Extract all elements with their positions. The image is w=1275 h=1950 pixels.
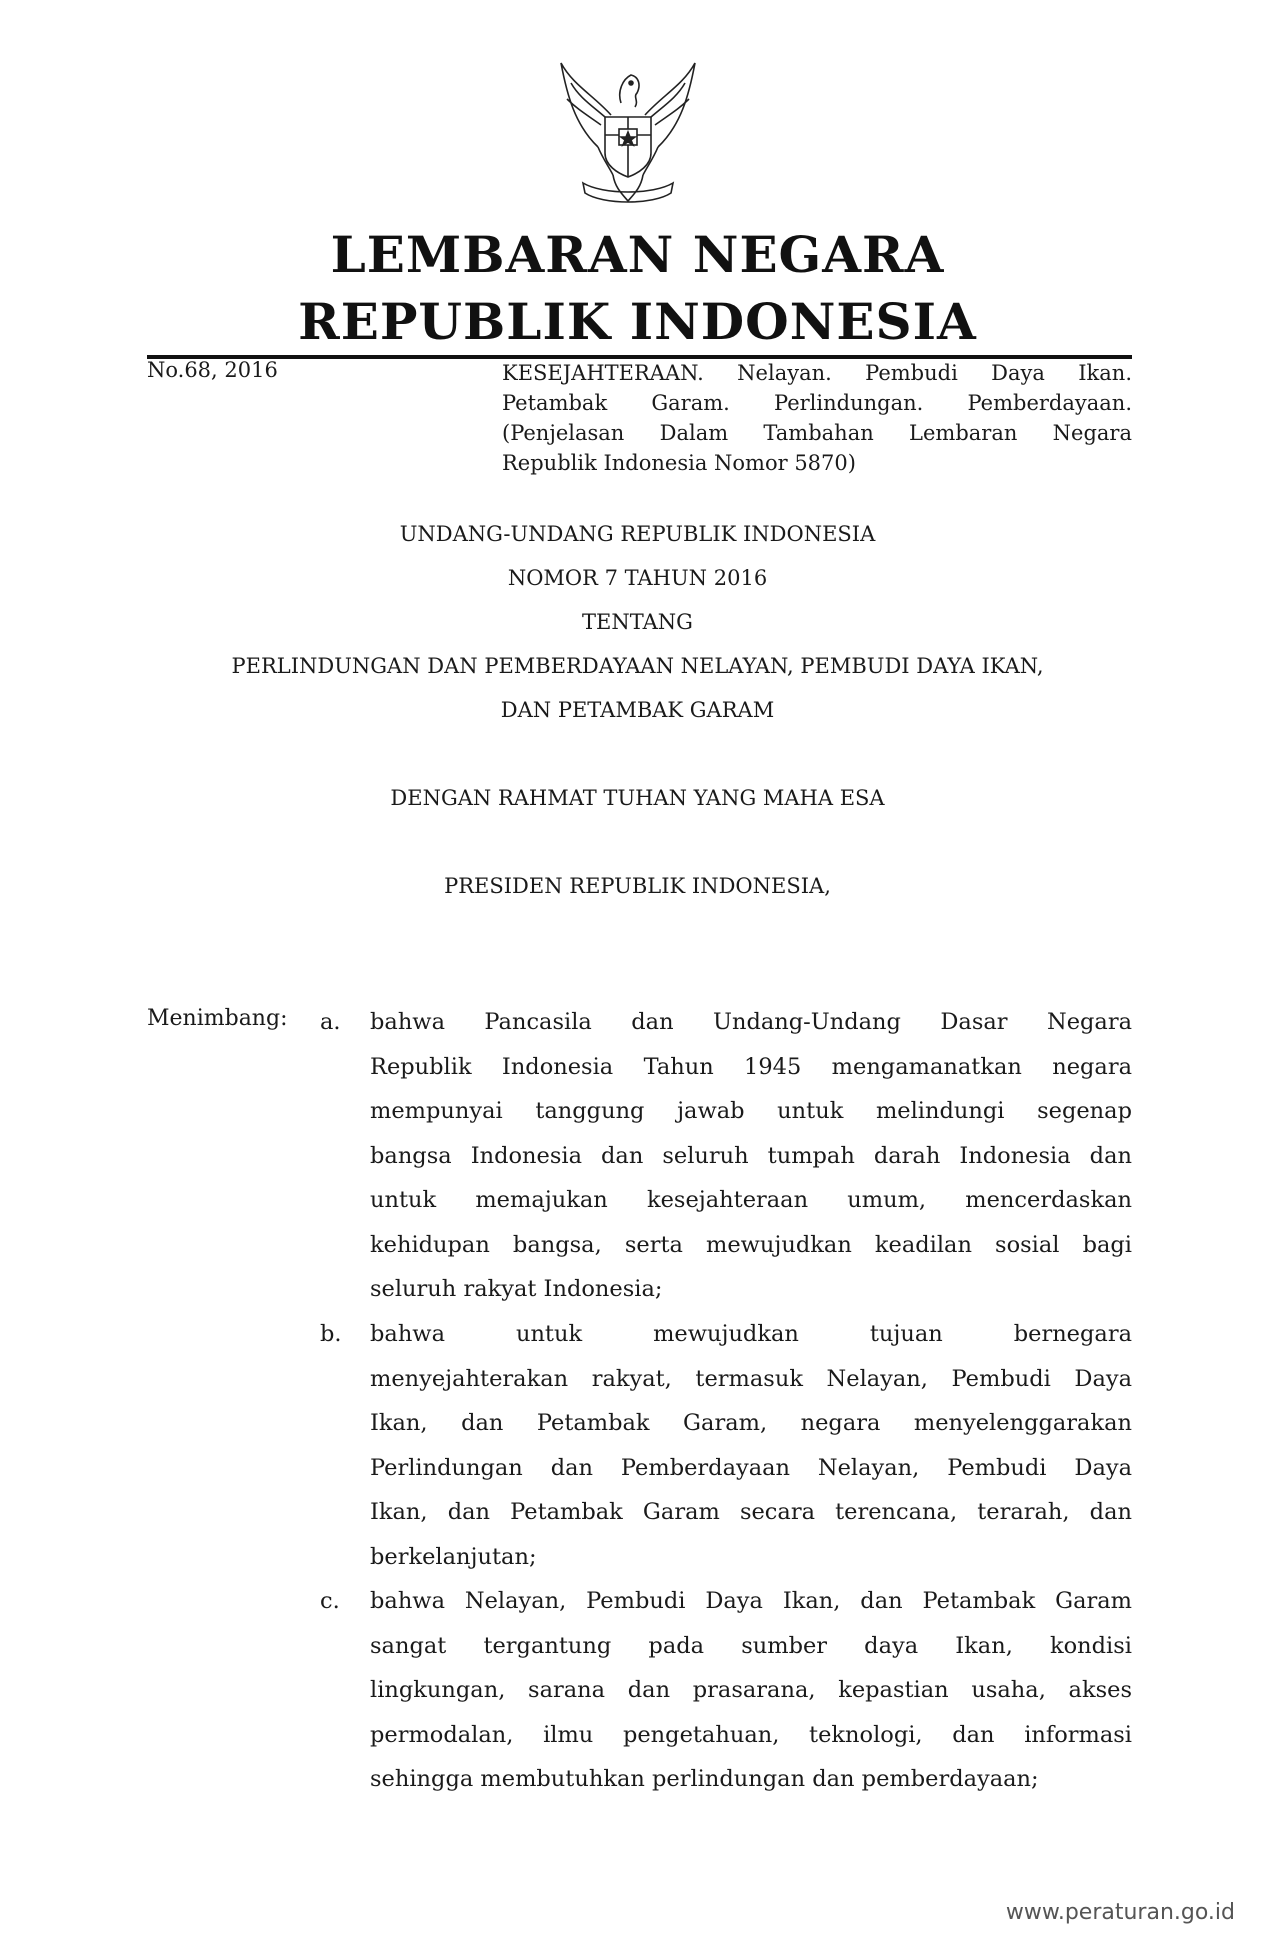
text-line: untuk memajukan kesejahteraan umum, mencerdaskan xyxy=(370,1187,1132,1213)
considering-label: Menimbang: xyxy=(147,1006,288,1031)
text-line: lingkungan, sarana dan prasarana, kepastian usaha, akses xyxy=(370,1677,1132,1703)
text-line: Republik Indonesia Tahun 1945 mengamanatkan negara xyxy=(370,1053,1132,1080)
text-line: mempunyai tanggung jawab untuk melindungi segenap xyxy=(370,1098,1132,1124)
law-title-line-1: PERLINDUNGAN DAN PEMBERDAYAAN NELAYAN, PEMBUDI DAYA IKAN, xyxy=(231,654,1044,678)
text-line: Ikan, dan Petambak Garam, negara menyelenggarakan xyxy=(370,1410,1132,1436)
garuda-pancasila-emblem-icon xyxy=(553,55,703,215)
law-type: UNDANG-UNDANG REPUBLIK INDONESIA xyxy=(399,522,876,546)
blessing: DENGAN RAHMAT TUHAN YANG MAHA ESA xyxy=(390,786,885,810)
law-number: NOMOR 7 TAHUN 2016 xyxy=(507,566,768,590)
subject-line: Petambak Garam. Perlindungan. Pemberdayaan. xyxy=(502,391,1132,415)
text-line: sangat tergantung pada sumber daya Ikan, kondisi xyxy=(370,1632,1132,1659)
text-line: seluruh rakyat Indonesia; xyxy=(370,1276,663,1302)
website-link[interactable]: www.peraturan.go.id xyxy=(1005,1900,1235,1925)
subject-line: KESEJAHTERAAN. Nelayan. Pembudi Daya Ikan. xyxy=(502,361,1132,385)
gazette-number: No.68, 2016 xyxy=(147,358,278,382)
text-line: bangsa Indonesia dan seluruh tumpah darah Indonesia dan xyxy=(370,1142,1132,1169)
text-line: Perlindungan dan Pemberdayaan Nelayan, Pembudi Daya xyxy=(370,1454,1132,1481)
text-line: berkelanjutan; xyxy=(370,1543,537,1570)
item-letter: a. xyxy=(320,1009,341,1035)
subject-line: Republik Indonesia Nomor 5870) xyxy=(502,451,856,475)
text-line: bahwa Pancasila dan Undang-Undang Dasar Negara xyxy=(370,1009,1132,1035)
item-letter: b. xyxy=(320,1321,342,1347)
text-line: kehidupan bangsa, serta mewujudkan keadilan sosial bagi xyxy=(370,1231,1132,1258)
item-text xyxy=(370,1000,1132,1312)
text-line: Ikan, dan Petambak Garam secara terencana, terarah, dan xyxy=(370,1499,1132,1525)
text-line: sehingga membutuhkan perlindungan dan pemberdayaan; xyxy=(370,1766,1039,1792)
text-line: permodalan, ilmu pengetahuan, teknologi, dan informasi xyxy=(370,1721,1132,1748)
text-line: menyejahterakan rakyat, termasuk Nelayan, Pembudi Daya xyxy=(370,1365,1132,1392)
law-title-line-2: DAN PETAMBAK GARAM xyxy=(500,698,775,722)
item-text xyxy=(370,1312,1132,1579)
masthead-line-2: REPUBLIK INDONESIA xyxy=(298,292,977,351)
subject-line: (Penjelasan Dalam Tambahan Lembaran Negara xyxy=(502,421,1132,445)
president-heading: PRESIDEN REPUBLIK INDONESIA, xyxy=(444,874,831,898)
law-about: TENTANG xyxy=(582,610,693,634)
masthead-line-1: LEMBARAN NEGARA xyxy=(330,225,945,284)
text-line: bahwa untuk mewujudkan tujuan bernegara xyxy=(370,1321,1132,1347)
item-letter: c. xyxy=(320,1588,340,1614)
gazette-subjects xyxy=(502,358,1132,478)
text-line: bahwa Nelayan, Pembudi Daya Ikan, dan Petambak Garam xyxy=(370,1588,1132,1614)
item-text xyxy=(370,1579,1132,1802)
